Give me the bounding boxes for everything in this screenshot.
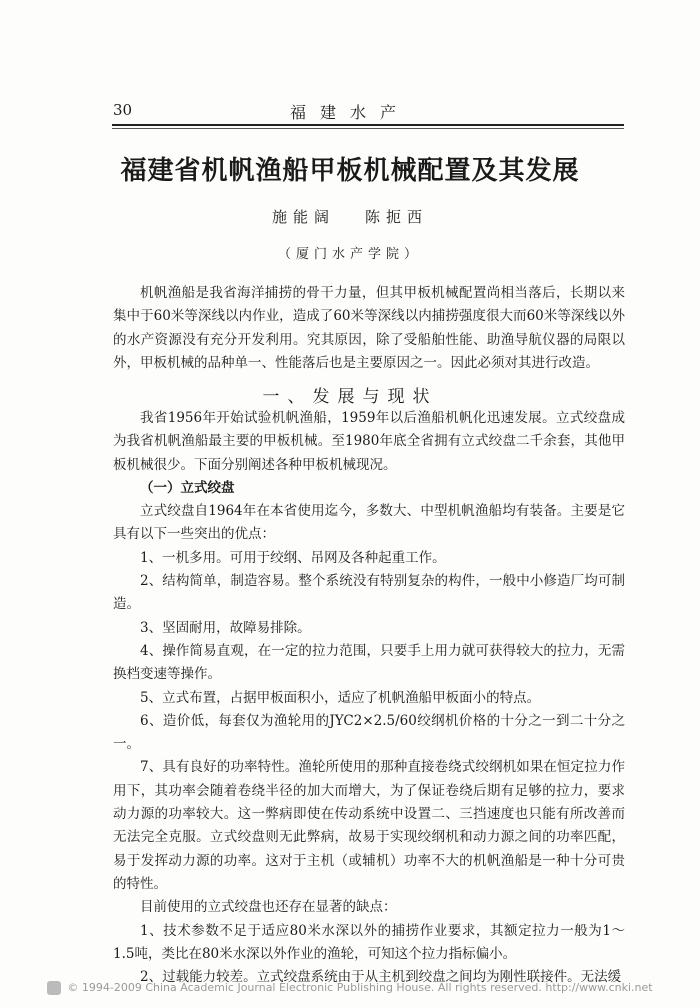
advantage-item: 1、一机多用。可用于绞纲、吊网及各种起重工作。 [140,549,446,566]
footer [0,981,700,995]
article-title: 福建省机帆渔船甲板机械配置及其发展 [120,156,580,186]
advantage-item: 2、结构简单，制造容易。整个系统没有特别复杂的构件，一般中小修造厂均可制造。 [113,573,625,613]
header-rule-thin [112,128,624,129]
body-text [113,407,625,989]
page-number: 30 [113,101,133,119]
abstract-paragraph: 机帆渔船是我省海洋捕捞的骨干力量，但其甲板机械配置尚相当落后，长期以来集中于60米等深线以内作业，造成了60米等深线以内捕捞强度很大而60米等深线以外的水产资源没有充分开发利用。究其原因，除了受船舶性能、助渔导航仪器的局限以外，甲板机械的品种单一、性能落后也是主要原因之一。因此必须对其进行改造。 [113,285,625,371]
copyright-text: © 1994-2009 China Academic Journal Electronic Publishing House. All rights reserved. http://www.cnki.net [67,981,653,994]
author-1: 施能阔 [271,208,335,226]
advantage-item: 6、造价低，每套仅为渔轮用的JYC2×2.5/60绞纲机价格的十分之一到二十分之一。 [113,712,625,753]
drawbacks-intro: 目前使用的立式绞盘也还存在显著的缺点： [140,899,397,916]
subsection-intro-paragraph: 立式绞盘自1964年在本省使用迄今，多数大、中型机帆渔船均有装备。主要是它具有以下一些突出的优点： [113,503,625,543]
advantage-item: 7、具有良好的功率特性。渔轮所使用的那种直接卷绕式绞纲机如果在恒定拉力作用下，其功率会随着卷绕半径的加大而增大，为了保证卷绕后期有足够的拉力，要求动力源的功率较大。这一弊病即使在传动系统中设置二、三挡速度也只能有所改善而无法完全克服。立式绞盘则无此弊病，故易于实现绞纲机和动力源之间的功率匹配，易于发挥动力源的功率。这对于主机（或辅机）功率不大的机帆渔船是一种十分可贵的特性。 [113,759,625,892]
author-line [0,206,700,227]
section-heading: 一、发展与现状 [262,387,438,407]
author-2: 陈扼西 [365,208,429,226]
abstract-block [113,282,625,375]
header-rule [112,124,624,126]
drawback-item: 1、技术参数不足于适应80米水深以外的捕捞作业要求，其额定拉力一般为1～1.5吨，类比在80米水深以外作业的渔轮，可知这个拉力指标偏小。 [113,922,625,962]
journal-name: 福建水产 [289,103,410,122]
publisher-logo-icon [47,981,61,995]
subsection-heading: （一）立式绞盘 [140,479,235,496]
advantage-item: 4、操作简易直观，在一定的拉力范围，只要手上用力就可获得较大的拉力，无需换档变速等操作。 [113,642,625,683]
advantage-item: 5、立式布置，占据甲板面积小，适应了机帆渔船甲板面小的特点。 [140,689,541,706]
affiliation: （厦门水产学院） [277,247,422,262]
drawback-item: 2、过载能力较差。立式绞盘系统由于从主机到绞盘之间均为刚性联接件。无法缓 [140,969,622,986]
section-intro-paragraph: 我省1956年开始试验机帆渔船，1959年以后渔船机帆化迅速发展。立式绞盘成为我省机帆渔船最主要的甲板机械。至1980年底全省拥有立式绞盘二千余套，其他甲板机械很少。下面分别阐述各种甲板机械现况。 [113,410,625,473]
advantage-item: 3、坚固耐用，故障易排除。 [140,619,311,636]
